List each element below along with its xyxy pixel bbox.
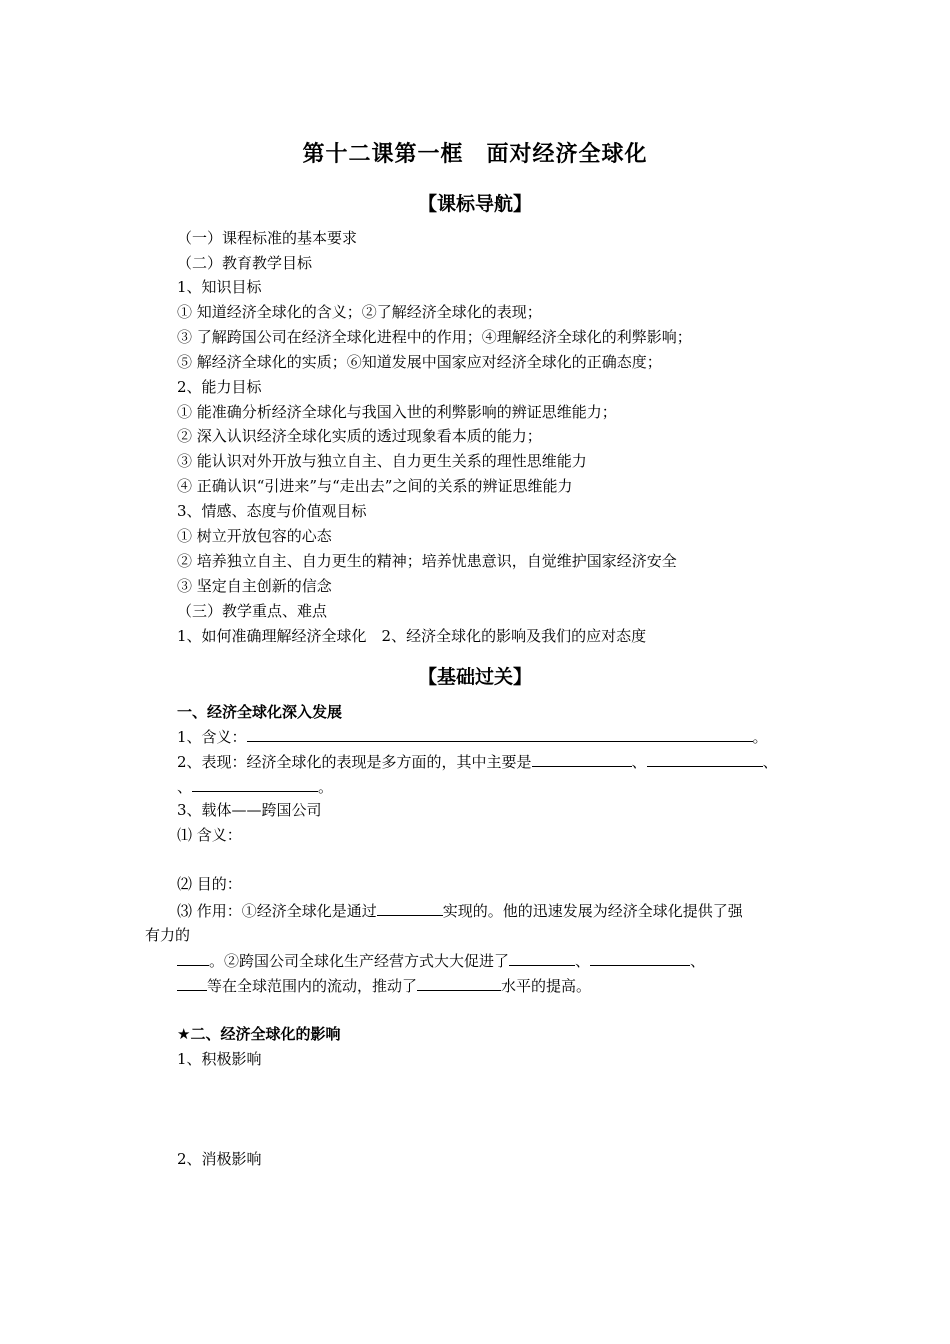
punctuation: 、 (631, 753, 647, 771)
text-line: ② 培养独立自主、自力更生的精神；培养忧患意识，自觉维护国家经济安全 (177, 552, 677, 570)
fill-blank[interactable] (509, 950, 575, 966)
text-line: ④ 正确认识“引进来”与“走出去”之间的关系的辨证思维能力 (177, 477, 573, 495)
fill-blank[interactable] (177, 975, 207, 991)
subheading-impact: ★二、经济全球化的影响 (177, 1025, 341, 1043)
punctuation: 、 (762, 753, 778, 771)
role-text: 等在全球范围内的流动，推动了 (207, 977, 418, 995)
expression-label: 2、表现：经济全球化的表现是多方面的，其中主要是 (177, 753, 532, 771)
text-line: 3、载体——跨国公司 (177, 801, 322, 819)
punctuation: 、 (177, 778, 193, 796)
fill-blank[interactable] (177, 950, 209, 966)
text-line: ③ 坚定自主创新的信念 (177, 577, 332, 595)
subheading-globalization: 一、经济全球化深入发展 (177, 703, 343, 721)
text-line: ① 能准确分析经济全球化与我国入世的利弊影响的辨证思维能力； (177, 403, 617, 421)
text-line: ③ 了解跨国公司在经济全球化进程中的作用；④理解经济全球化的利弊影响； (177, 328, 692, 346)
page-title: 第十二课第一框 面对经济全球化 (302, 142, 648, 167)
role-text: 水平的提高。 (501, 977, 592, 995)
text-line: （一）课程标准的基本要求 (177, 229, 358, 247)
fill-blank[interactable] (590, 950, 690, 966)
text-line: （二）教育教学目标 (177, 254, 313, 272)
expression-line-cont (177, 776, 333, 797)
punctuation: 、 (575, 952, 591, 970)
meaning-label: 1、含义： (177, 728, 247, 746)
text-line: ③ 能认识对外开放与独立自主、自力更生关系的理性思维能力 (177, 452, 587, 470)
fill-blank[interactable] (647, 751, 763, 767)
text-line: ② 深入认识经济全球化实质的透过现象看本质的能力； (177, 427, 542, 445)
punctuation: 。 (752, 728, 768, 746)
fill-blank[interactable] (247, 726, 753, 742)
text-line: ① 树立开放包容的心态 (177, 527, 332, 545)
text-line: 1、积极影响 (177, 1050, 262, 1068)
role-text: 实现的。他的迅速发展为经济全球化提供了强 (442, 902, 743, 920)
text-line: ⑴ 含义： (177, 826, 242, 844)
text-line: 有力的 (145, 926, 191, 944)
text-line: ⑵ 目的： (177, 875, 242, 893)
role-line (177, 975, 591, 996)
text-line: ① 知道经济全球化的含义；②了解经济全球化的表现； (177, 303, 542, 321)
text-line: 2、消极影响 (177, 1150, 262, 1168)
text-line: ⑤ 解经济全球化的实质；⑥知道发展中国家应对经济全球化的正确态度； (177, 353, 662, 371)
meaning-line (177, 726, 768, 747)
fill-blank[interactable] (377, 900, 443, 916)
fill-blank[interactable] (417, 975, 501, 991)
fill-blank[interactable] (192, 776, 318, 792)
section-heading-basics: 【基础过关】 (417, 666, 532, 688)
role-text: 。②跨国公司全球化生产经营方式大大促进了 (209, 952, 510, 970)
punctuation: 、 (690, 952, 706, 970)
role-line (177, 950, 705, 971)
text-line: （三）教学重点、难点 (177, 602, 328, 620)
text-line: 1、知识目标 (177, 278, 262, 296)
expression-line (177, 751, 778, 772)
role-line (177, 900, 743, 921)
text-line: 1、如何准确理解经济全球化 2、经济全球化的影响及我们的应对态度 (177, 627, 647, 645)
role-text: ⑶ 作用：①经济全球化是通过 (177, 902, 377, 920)
fill-blank[interactable] (532, 751, 632, 767)
text-line: 3、情感、态度与价值观目标 (177, 502, 367, 520)
punctuation: 。 (318, 778, 334, 796)
text-line: 2、能力目标 (177, 378, 262, 396)
section-heading-curriculum: 【课标导航】 (417, 193, 532, 215)
